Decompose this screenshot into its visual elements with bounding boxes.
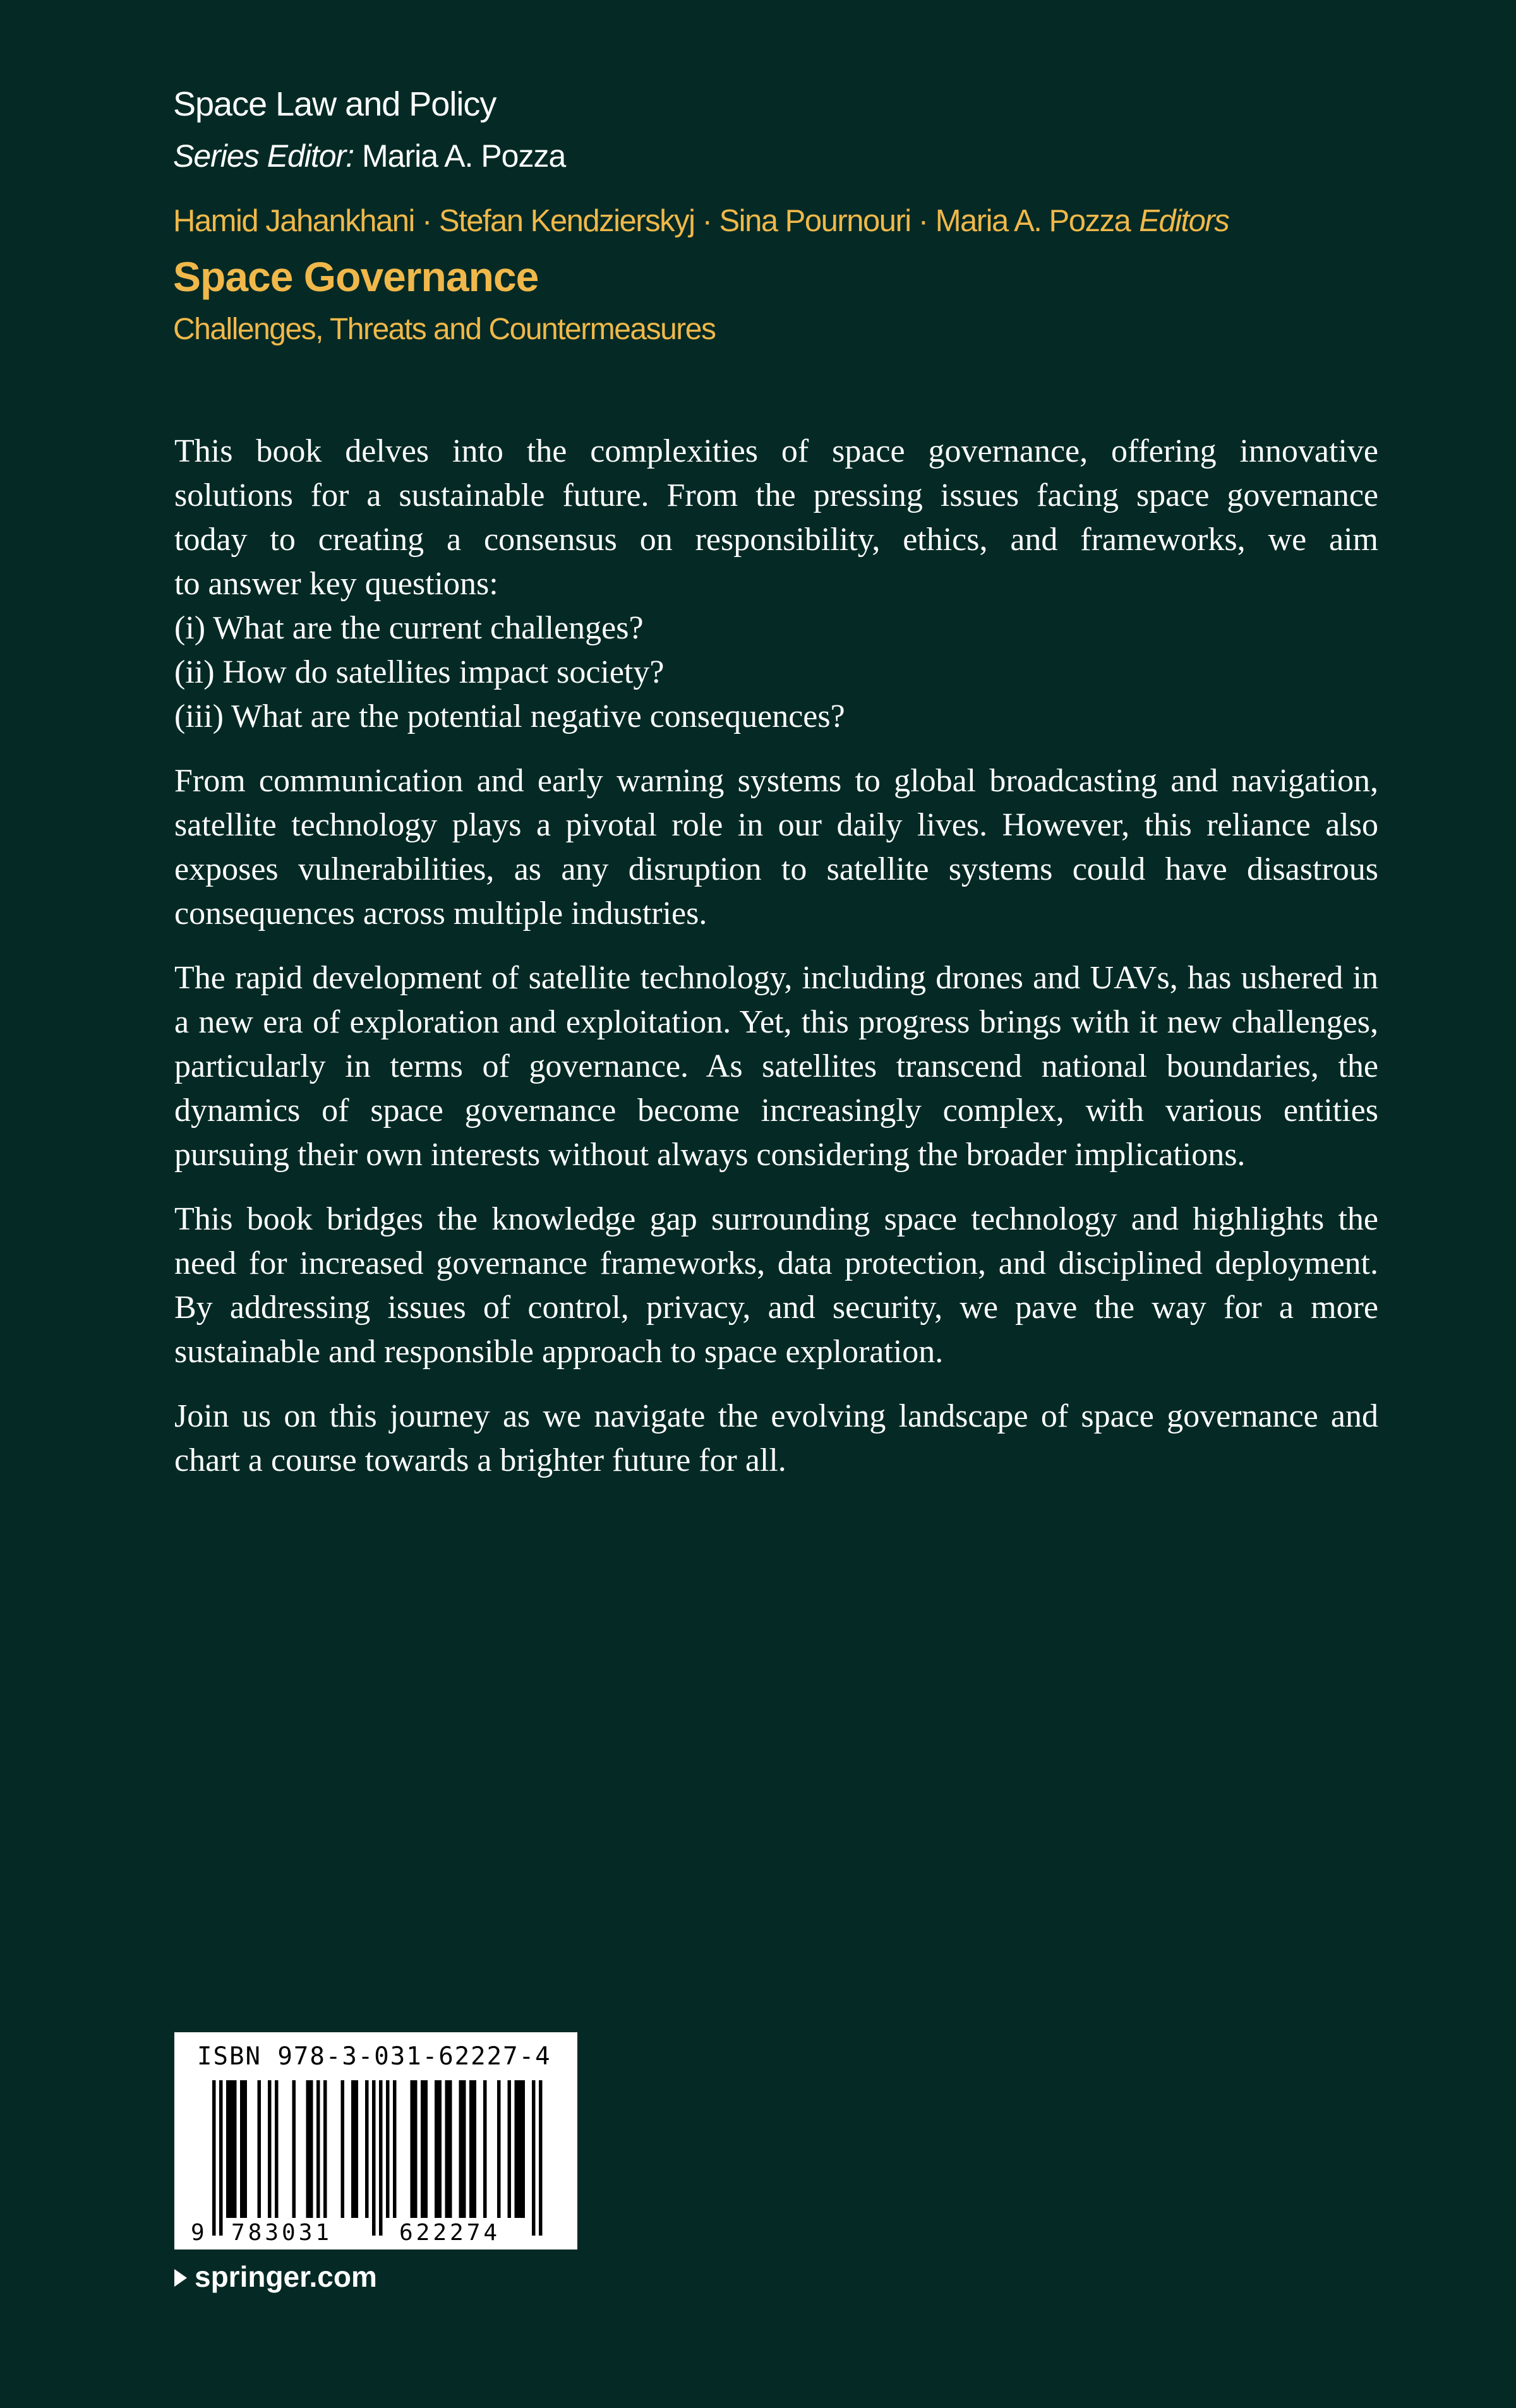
barcode-digits-right: 622274 xyxy=(399,2220,501,2246)
barcode-bar xyxy=(508,2080,512,2218)
isbn-barcode xyxy=(174,2032,577,2249)
barcode-bar xyxy=(244,2080,248,2218)
blurb-intro-line: today to creating a consensus on responsibility, ethics, and frameworks, we aim xyxy=(174,522,1378,558)
barcode-bar xyxy=(268,2080,272,2218)
blurb-intro-line: to answer key questions: xyxy=(174,566,498,602)
barcode-guard-bar xyxy=(212,2080,216,2236)
barcode-guard-bar xyxy=(532,2080,536,2236)
book-subtitle: Challenges, Threats and Countermeasures xyxy=(173,313,716,346)
barcode-bar xyxy=(448,2080,452,2218)
blurb-paragraph-3: The rapid development of satellite technology, including drones and UAVs, has ushered in a new era of exploration and exploitation. Yet, this progress brings with it new challenges, particularly in terms of governance. As satellites transcend national boundaries, the dynamics of space governance become increasingly complex, with various entities pursuing their own interests without always considering the broader implications. xyxy=(174,960,1378,1173)
barcode-bar xyxy=(424,2080,428,2218)
barcode-bar xyxy=(310,2080,313,2218)
barcode-bar xyxy=(316,2080,320,2218)
barcode-bar xyxy=(306,2080,310,2218)
barcode-guard-bar xyxy=(372,2080,376,2236)
barcode-bar xyxy=(258,2080,262,2218)
barcode-bar xyxy=(275,2080,279,2218)
barcode-digits-left: 783031 xyxy=(231,2220,333,2246)
blurb-paragraph-2: From communication and early warning systems to global broadcasting and navigation, satellite technology plays a pivotal role in our daily lives. However, this reliance also exposes vulnerabilities, as any disruption to satellite systems could have disastrous consequences across multiple industries. xyxy=(174,763,1378,931)
barcode-bar xyxy=(438,2080,442,2218)
barcode-bar xyxy=(351,2080,355,2218)
barcode-bar xyxy=(435,2080,438,2218)
blurb-paragraph-5: Join us on this journey as we navigate the evolving landscape of space governance and chart a course towards a brighter future for all. xyxy=(174,1398,1378,1478)
barcode-bar xyxy=(386,2080,390,2218)
blurb-intro-line: This book delves into the complexities of space governance, offering innovative xyxy=(174,433,1378,469)
series-editor-name: Maria A. Pozza xyxy=(362,138,566,174)
series-editor-label: Series Editor: xyxy=(173,138,354,174)
barcode-bar xyxy=(323,2080,327,2218)
question-item: (i) What are the current challenges? xyxy=(174,610,644,646)
question-list xyxy=(174,606,1378,739)
barcode-digit-first: 9 xyxy=(191,2220,205,2246)
editors-names: Hamid Jahankhani · Stefan Kendzierskyj · Sina Pournouri · Maria A. Pozza xyxy=(173,204,1131,238)
barcode-bar xyxy=(462,2080,466,2218)
barcode-bar xyxy=(414,2080,418,2218)
barcode-bar xyxy=(233,2080,237,2218)
barcode-guard-bar xyxy=(539,2080,543,2236)
publisher-link[interactable] xyxy=(174,2255,377,2299)
publisher-url: springer.com xyxy=(195,2260,377,2293)
barcode-bar xyxy=(473,2080,477,2218)
barcode-bar xyxy=(393,2080,397,2218)
barcode-bar xyxy=(497,2080,501,2218)
isbn-label: ISBN 978-3-031-62227-4 xyxy=(197,2042,551,2071)
barcode-bar xyxy=(292,2080,296,2218)
barcode-bars xyxy=(174,2032,577,2249)
editors-role: Editors xyxy=(1139,204,1229,238)
series-editor xyxy=(173,131,1373,181)
barcode-guard-bar xyxy=(379,2080,383,2236)
blurb-paragraph-4: This book bridges the knowledge gap surrounding space technology and highlights the need for increased governance frameworks, data protection, and disciplined deployment. By addressing issues of control, privacy, and security, we pave the way for a more sustainable and responsible approach to space exploration. xyxy=(174,1201,1378,1370)
barcode-bar xyxy=(445,2080,449,2218)
blurb-intro xyxy=(174,429,1378,606)
barcode-bar xyxy=(483,2080,487,2218)
series-info xyxy=(173,77,1373,181)
barcode-guard-bar xyxy=(219,2080,223,2236)
barcode-bar xyxy=(459,2080,463,2218)
arrow-right-icon xyxy=(174,2269,187,2287)
barcode-bar xyxy=(518,2080,522,2218)
barcode-bar xyxy=(365,2080,369,2218)
barcode-bar xyxy=(226,2080,230,2218)
book-editors xyxy=(173,197,1229,245)
barcode-bar xyxy=(421,2080,424,2218)
barcode-bar xyxy=(515,2080,519,2218)
barcode-bar xyxy=(522,2080,526,2218)
barcode-bar xyxy=(341,2080,345,2218)
blurb xyxy=(174,429,1378,1503)
book-title: Space Governance xyxy=(173,253,539,300)
blurb-intro-line: solutions for a sustainable future. From the pressing issues facing space governance xyxy=(174,477,1378,513)
series-title: Space Law and Policy xyxy=(173,85,496,123)
barcode-bar xyxy=(230,2080,234,2218)
barcode-bar xyxy=(355,2080,359,2218)
question-item: (ii) How do satellites impact society? xyxy=(174,654,665,690)
barcode-bar xyxy=(411,2080,414,2218)
question-item: (iii) What are the potential negative consequences? xyxy=(174,698,845,734)
barcode-bar xyxy=(469,2080,473,2218)
barcode-bar xyxy=(240,2080,244,2218)
